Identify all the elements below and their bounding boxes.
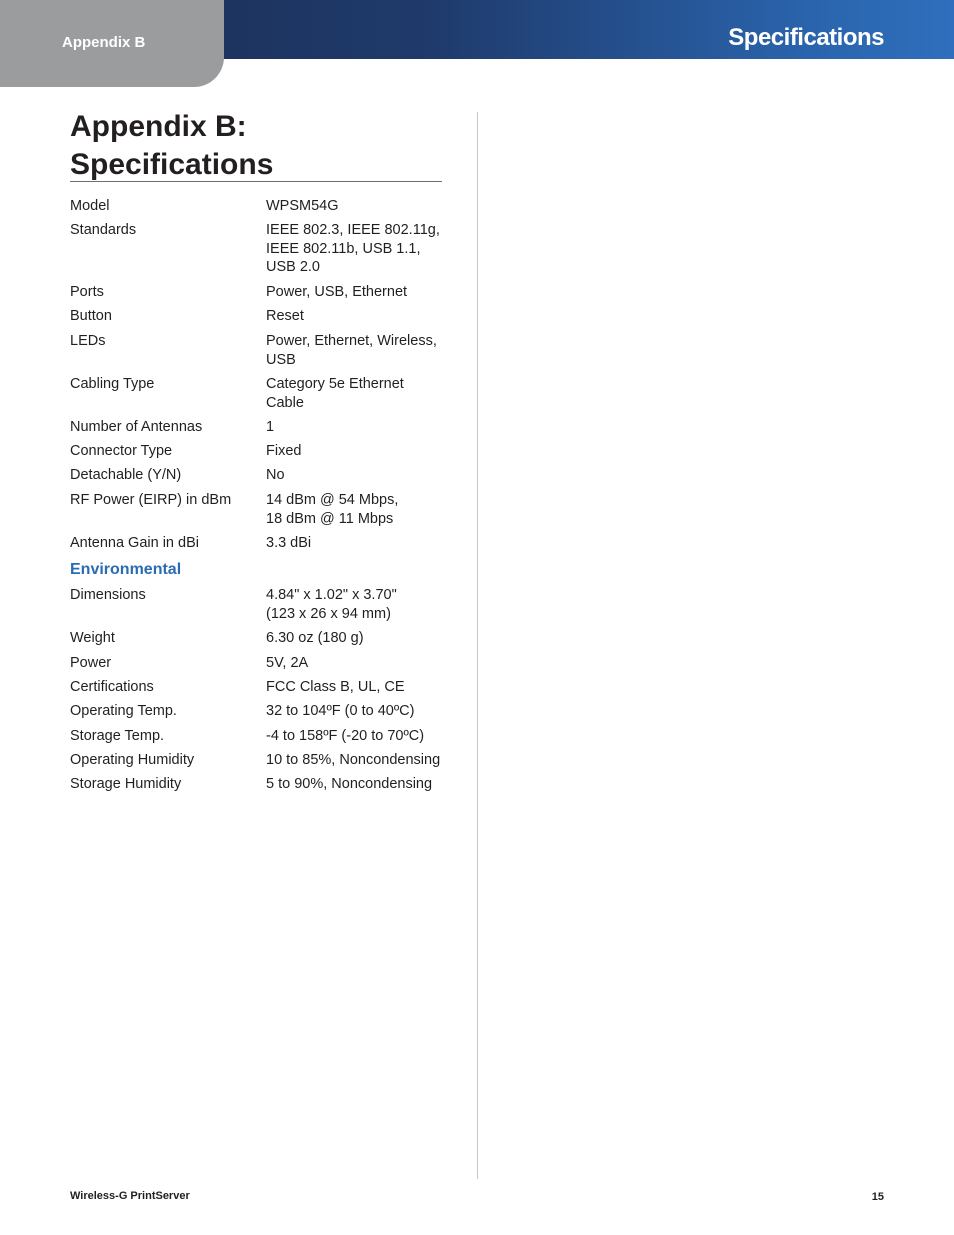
spec-value: 5V, 2A (266, 655, 309, 671)
spec-label: Weight (70, 630, 115, 646)
spec-label: RF Power (EIRP) in dBm (70, 492, 232, 508)
environmental-heading: Environmental (70, 561, 182, 578)
spec-value: 1 (266, 419, 275, 435)
spec-label: Certifications (70, 679, 154, 695)
spec-label: Operating Temp. (70, 703, 177, 719)
spec-value: Power, USB, Ethernet (266, 284, 408, 300)
spec-value: 3.3 dBi (266, 535, 312, 551)
chapter-tab (0, 0, 224, 87)
spec-label: LEDs (70, 333, 106, 349)
spec-value: No (266, 467, 285, 483)
spec-label: Operating Humidity (70, 752, 195, 768)
spec-label: Storage Humidity (70, 776, 182, 792)
column-divider (477, 112, 478, 1179)
spec-label: Standards (70, 222, 137, 238)
page-title: Appendix B: Specifications (70, 110, 274, 181)
spec-label: Dimensions (70, 587, 146, 603)
spec-label: Detachable (Y/N) (70, 467, 182, 483)
spec-value: Fixed (266, 443, 302, 459)
spec-value: FCC Class B, UL, CE (266, 679, 405, 695)
spec-value: Reset (266, 308, 304, 324)
title-divider (70, 181, 442, 182)
spec-value: 6.30 oz (180 g) (266, 630, 364, 646)
spec-label: Button (70, 308, 112, 324)
footer-product-name: Wireless-G PrintServer (70, 1190, 190, 1202)
spec-value: Power, Ethernet, Wireless, USB (266, 333, 437, 368)
spec-value: IEEE 802.3, IEEE 802.11g, IEEE 802.11b, USB 1.1, USB 2.0 (266, 222, 440, 275)
spec-label: Number of Antennas (70, 419, 203, 435)
spec-value: 32 to 104ºF (0 to 40ºC) (266, 703, 415, 719)
spec-value: 10 to 85%, Noncondensing (266, 752, 441, 768)
spec-value: WPSM54G (266, 198, 339, 214)
spec-label: Connector Type (70, 443, 173, 459)
spec-label: Cabling Type (70, 376, 155, 392)
spec-label: Ports (70, 284, 104, 300)
spec-value: 4.84" x 1.02" x 3.70" (123 x 26 x 94 mm) (266, 587, 397, 622)
spec-label: Power (70, 655, 112, 671)
footer-page-number: 15 (871, 1191, 884, 1203)
spec-value: Category 5e Ethernet Cable (266, 376, 404, 411)
spec-value: 14 dBm @ 54 Mbps, 18 dBm @ 11 Mbps (266, 492, 399, 527)
spec-label: Antenna Gain in dBi (70, 535, 199, 551)
spec-value: -4 to 158ºF (-20 to 70ºC) (266, 728, 425, 744)
chapter-tab-label: Appendix B (62, 34, 146, 51)
spec-label: Model (70, 198, 110, 214)
spec-label: Storage Temp. (70, 728, 165, 744)
section-title: Specifications (728, 24, 884, 51)
spec-value: 5 to 90%, Noncondensing (266, 776, 433, 792)
